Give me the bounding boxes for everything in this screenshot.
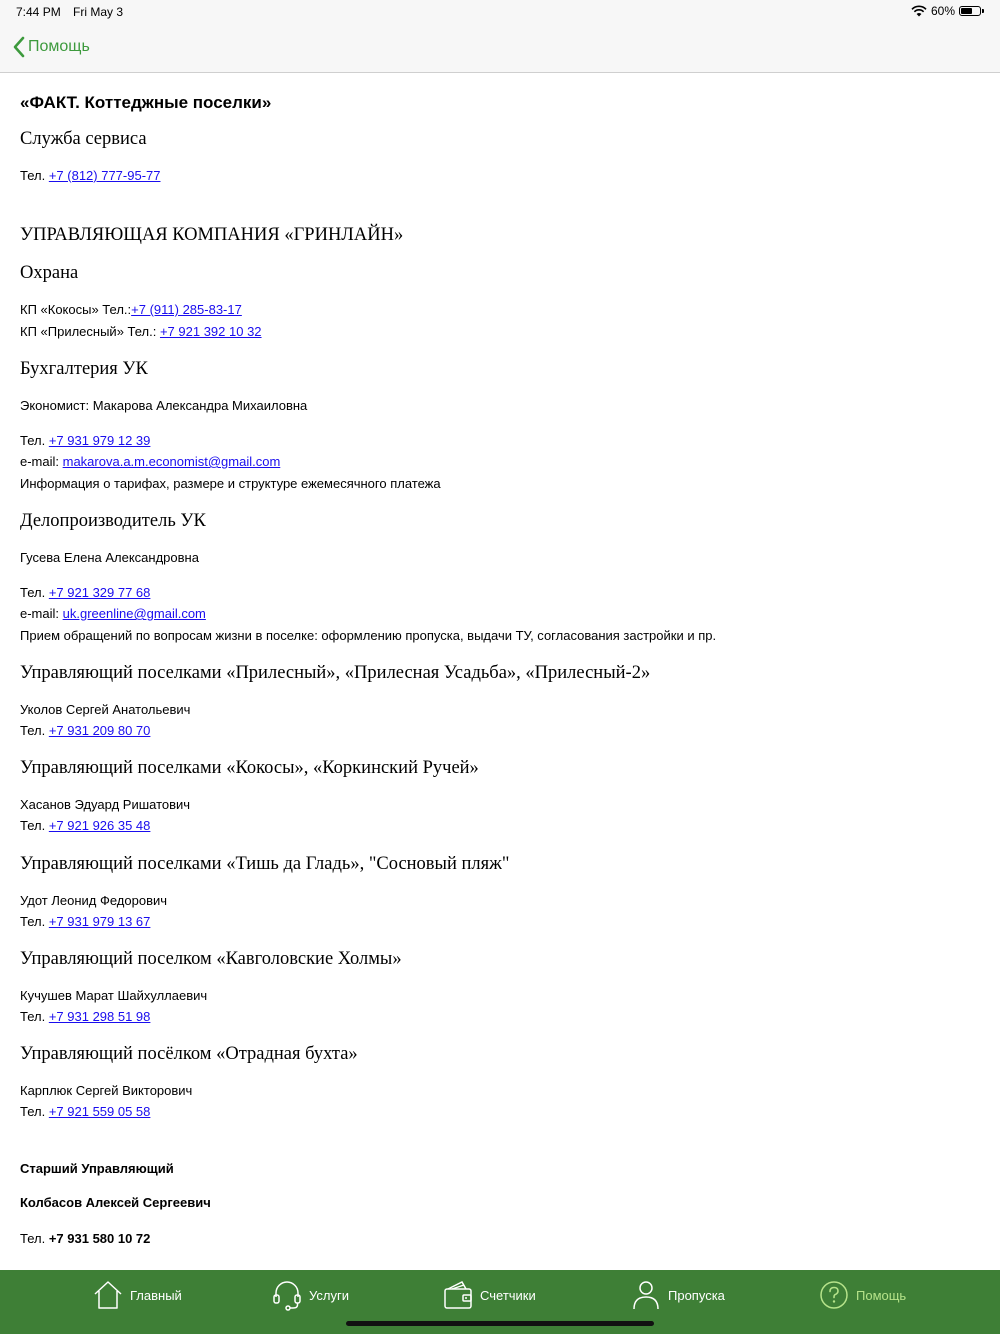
- page-title: «ФАКТ. Коттеджные поселки»: [20, 93, 272, 112]
- accounting-info: Информация о тарифах, размере и структуре ежемесячного платежа: [20, 476, 441, 491]
- security-kokosy-phone-link[interactable]: +7 (911) 285-83-17: [131, 302, 242, 317]
- person-icon: [630, 1279, 662, 1311]
- tel-label: Тел.: [20, 1009, 49, 1024]
- wifi-icon: [911, 5, 927, 17]
- tab-services[interactable]: [271, 1278, 349, 1312]
- tel-label: Тел.: [20, 1104, 49, 1119]
- tel-label: Тел.: [20, 585, 49, 600]
- chevron-left-icon: [12, 36, 25, 58]
- status-date: Fri May 3: [73, 5, 124, 19]
- tab-meters-label: Счетчики: [480, 1287, 536, 1303]
- manager3-person: Удот Леонид Федорович: [20, 893, 168, 908]
- service-phone-line: [20, 168, 161, 183]
- manager5-phone-link[interactable]: +7 921 559 05 58: [48, 1104, 151, 1119]
- back-label: Помощь: [28, 38, 90, 55]
- clerk-email-line: [20, 606, 206, 621]
- security-prilesny-line: [20, 324, 262, 339]
- manager2-phone-link[interactable]: +7 921 926 35 48: [48, 818, 151, 833]
- manager4-heading: Управляющий поселком «Кавголовские Холмы»: [20, 949, 402, 969]
- battery-level: [961, 8, 972, 14]
- tel-label: Тел.: [20, 723, 49, 738]
- tel-label: Тел.: [20, 1231, 49, 1246]
- manager5-heading: Управляющий посёлком «Отрадная бухта»: [20, 1044, 358, 1064]
- manager1-phone-link[interactable]: +7 931 209 80 70: [48, 723, 151, 738]
- accounting-email-line: [20, 454, 280, 469]
- accounting-heading: Бухгалтерия УК: [20, 359, 148, 379]
- status-time: 7:44 PM: [16, 5, 61, 19]
- manager2-person: Хасанов Эдуард Ришатович: [20, 797, 191, 812]
- senior-phone[interactable]: +7 931 580 10 72: [48, 1231, 151, 1246]
- back-button[interactable]: [12, 36, 90, 58]
- manager3-heading: Управляющий поселками «Тишь да Гладь», "Сосновый пляж": [20, 854, 510, 874]
- tab-help[interactable]: [818, 1278, 906, 1312]
- navigation-bar: [0, 24, 1000, 73]
- security-heading: Охрана: [20, 263, 79, 283]
- home-indicator: [346, 1321, 654, 1326]
- wallet-icon: [442, 1279, 474, 1311]
- manager4-person: Кучушев Марат Шайхуллаевич: [20, 988, 208, 1003]
- senior-person: Колбасов Алексей Сергеевич: [20, 1195, 211, 1210]
- manager2-heading: Управляющий поселками «Кокосы», «Коркинский Ручей»: [20, 758, 479, 778]
- accounting-person: Экономист: Макарова Александра Михаиловна: [20, 398, 308, 413]
- clerk-heading: Делопроизводитель УК: [20, 511, 206, 531]
- service-phone-link[interactable]: +7 (812) 777-95-77: [48, 168, 161, 183]
- email-label: e-mail:: [20, 454, 63, 469]
- tel-label: Тел.: [20, 914, 49, 929]
- battery-icon: [959, 6, 981, 16]
- tel-label: Тел.: [20, 818, 49, 833]
- manager4-phone-link[interactable]: +7 931 298 51 98: [48, 1009, 151, 1024]
- email-label: e-mail:: [20, 606, 63, 621]
- company-heading: УПРАВЛЯЮЩАЯ КОМПАНИЯ «ГРИНЛАЙН»: [20, 225, 404, 245]
- battery-percent: 60%: [930, 4, 955, 18]
- security-kokosy-line: [20, 302, 242, 317]
- tab-help-label: Помощь: [856, 1287, 907, 1303]
- tel-label: Тел.: [20, 168, 49, 183]
- manager4-phone-line: [20, 1009, 150, 1024]
- clerk-email-link[interactable]: uk.greenline@gmail.com: [62, 606, 206, 621]
- status-indicators: [911, 4, 984, 18]
- clerk-info: Прием обращений по вопросам жизни в поселке: оформлению пропуска, выдачи ТУ, согласования застройки и пр.: [20, 628, 717, 643]
- tab-meters[interactable]: [442, 1278, 536, 1312]
- accounting-email-link[interactable]: makarova.a.m.economist@gmail.com: [62, 454, 281, 469]
- clerk-phone-link[interactable]: +7 921 329 77 68: [48, 585, 151, 600]
- clerk-phone-line: [20, 585, 150, 600]
- accounting-phone-line: [20, 433, 150, 448]
- senior-phone-line: [20, 1231, 150, 1246]
- question-circle-icon: [818, 1279, 850, 1311]
- manager1-phone-line: [20, 723, 150, 738]
- manager2-phone-line: [20, 818, 150, 833]
- service-heading: Служба сервиса: [20, 129, 147, 149]
- manager1-person: Уколов Сергей Анатольевич: [20, 702, 191, 717]
- headset-icon: [271, 1279, 303, 1311]
- tab-home-label: Главный: [130, 1287, 182, 1303]
- tab-services-label: Услуги: [309, 1287, 349, 1303]
- tab-passes[interactable]: [630, 1278, 725, 1312]
- tel-label: Тел.: [20, 433, 49, 448]
- manager1-heading: Управляющий поселками «Прилесный», «Прилесная Усадьба», «Прилесный-2»: [20, 663, 651, 683]
- status-bar: [0, 0, 1000, 24]
- battery-tip: [982, 9, 984, 13]
- manager3-phone-line: [20, 914, 150, 929]
- security-prilesny-phone-link[interactable]: +7 921 392 10 32: [159, 324, 262, 339]
- security-prilesny-label: КП «Прилесный» Тел.:: [20, 324, 160, 339]
- clerk-person: Гусева Елена Александровна: [20, 550, 199, 565]
- tab-passes-label: Пропуска: [668, 1287, 725, 1303]
- home-icon: [92, 1279, 124, 1311]
- security-kokosy-label: КП «Кокосы» Тел.:: [20, 302, 132, 317]
- tab-home[interactable]: [92, 1278, 182, 1312]
- senior-heading: Старший Управляющий: [20, 1161, 174, 1176]
- manager5-person: Карплюк Сергей Викторович: [20, 1083, 193, 1098]
- accounting-phone-link[interactable]: +7 931 979 12 39: [48, 433, 151, 448]
- manager5-phone-line: [20, 1104, 150, 1119]
- manager3-phone-link[interactable]: +7 931 979 13 67: [48, 914, 151, 929]
